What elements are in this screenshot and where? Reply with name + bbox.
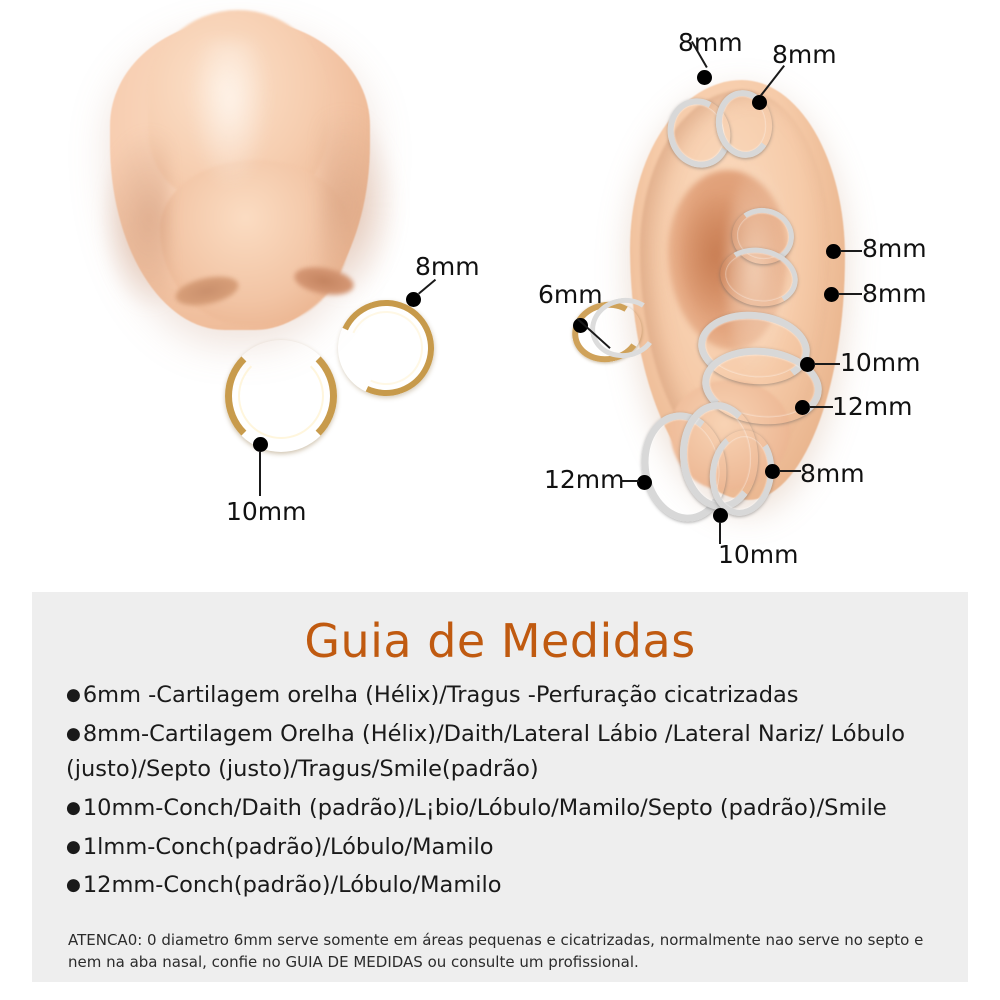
callout-label-ear-8: 12mm	[544, 465, 625, 494]
guide-item-text: 12mm-Conch(padrão)/Lóbulo/Mamilo	[82, 872, 502, 899]
guide-item-12mm	[66, 868, 938, 903]
callout-label-ear-1: 8mm	[772, 40, 837, 69]
callout-dot-ear-0	[697, 70, 712, 85]
callout-label-ear-4: 8mm	[862, 279, 927, 308]
callout-leader-ear-5	[814, 363, 840, 365]
nose-photo	[40, 10, 500, 470]
guide-list	[32, 678, 968, 903]
nose-shadow-left	[100, 130, 170, 310]
callout-label-ear-5: 10mm	[840, 348, 921, 377]
callout-dot-nose-1	[253, 437, 268, 452]
nostril-ring-8mm	[324, 286, 447, 409]
callout-label-ear-0: 8mm	[678, 28, 743, 57]
callout-label-ear-6: 12mm	[832, 392, 913, 421]
callout-dot-ear-9	[713, 508, 728, 523]
callout-leader-ear-6	[809, 406, 833, 408]
callout-dot-ear-8	[637, 475, 652, 490]
size-guide-panel	[32, 592, 968, 982]
callout-leader-ear-8	[621, 480, 639, 482]
callout-leader-ear-9	[719, 522, 721, 544]
callout-dot-ear-6	[795, 400, 810, 415]
callout-label-ear-3: 8mm	[862, 234, 927, 263]
guide-item-text: 10mm-Conch/Daith (padrão)/L¡bio/Lóbulo/Mamilo/Septo (padrão)/Smile	[82, 794, 887, 821]
guide-title: Guia de Medidas	[304, 614, 696, 668]
guide-bullet-icon: ●	[66, 723, 81, 744]
callout-leader-ear-7	[779, 470, 801, 472]
callout-label-nose-1: 10mm	[226, 497, 307, 526]
guide-bullet-icon: ●	[66, 797, 81, 818]
guide-item-6mm	[66, 678, 938, 713]
septum-ring-10mm	[225, 340, 337, 452]
callout-leader-nose-1	[259, 452, 261, 496]
guide-item-text: 8mm-Cartilagem Orelha (Hélix)/Daith/Lateral Lábio /Lateral Nariz/ Lóbulo (justo)/Septo (justo)/Tragus/Smile(padrão)	[66, 720, 906, 782]
guide-item-text: 6mm -Cartilagem orelha (Hélix)/Tragus -Perfuração cicatrizadas	[82, 682, 799, 708]
guide-item-11mm	[66, 830, 938, 865]
guide-item-text: 1lmm-Conch(padrão)/Lóbulo/Mamilo	[82, 833, 494, 860]
callout-label-ear-7: 8mm	[800, 459, 865, 488]
callout-dot-ear-7	[765, 464, 780, 479]
callout-dot-ear-4	[824, 287, 839, 302]
callout-label-ear-2: 6mm	[538, 280, 603, 309]
guide-note: ATENCA0: 0 diametro 6mm serve somente em áreas pequenas e cicatrizadas, normalmente nao serve no septo e nem na aba nasal, confie no GUIA DE MEDIDAS ou consulte um profissional.	[68, 931, 924, 971]
callout-dot-ear-5	[800, 357, 815, 372]
callout-dot-ear-3	[826, 244, 841, 259]
callout-leader-ear-4	[838, 293, 862, 295]
nose-highlight	[190, 40, 270, 190]
guide-bullet-icon: ●	[66, 836, 81, 857]
guide-item-8mm	[66, 717, 938, 787]
callout-leader-ear-3	[840, 250, 862, 252]
callout-label-nose-0: 8mm	[415, 252, 480, 281]
callout-label-ear-9: 10mm	[718, 540, 799, 569]
callout-dot-ear-1	[752, 95, 767, 110]
guide-bullet-icon: ●	[66, 875, 81, 896]
guide-item-10mm	[66, 791, 938, 826]
guide-bullet-icon: ●	[66, 685, 81, 705]
